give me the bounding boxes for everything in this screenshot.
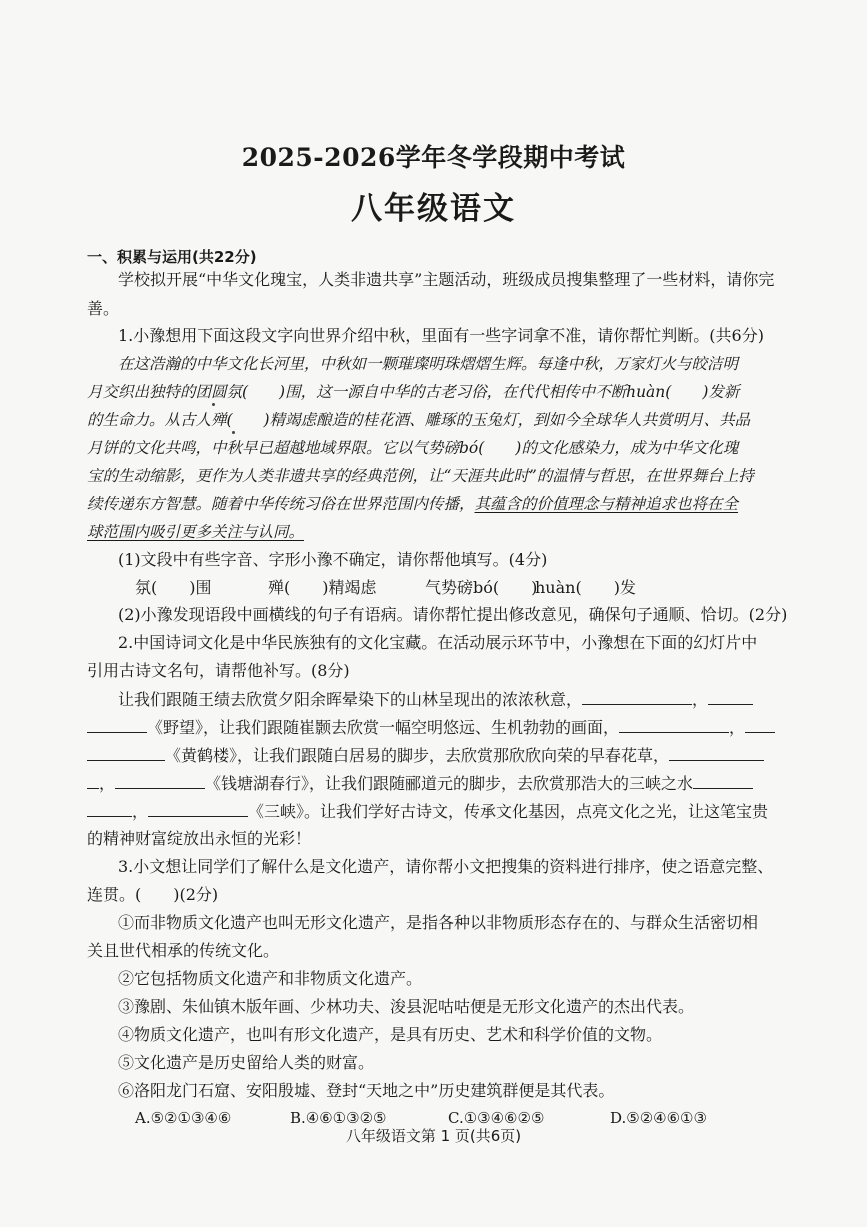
- q3-item-1-cont: 关且世代相承的传统文化。: [87, 941, 280, 960]
- fill-blank[interactable]: [708, 689, 753, 705]
- comma: ，: [99, 774, 116, 793]
- option-a[interactable]: A.⑤②①③④⑥: [135, 1109, 232, 1127]
- comma: ，: [132, 802, 149, 821]
- q3-item-3: ③豫剧、朱仙镇木版年画、少林功夫、浚县泥咕咕便是无形文化遗产的杰出代表。: [118, 997, 695, 1016]
- fill-blank[interactable]: [693, 773, 753, 789]
- slide-line-5: [87, 801, 768, 822]
- fill-blank[interactable]: [745, 717, 775, 733]
- intro-line-1: 学校拟开展“中华文化瑰宝，人类非遗共享”主题活动，班级成员搜集整理了一些材料，请你完: [118, 270, 775, 289]
- answer-blank-4[interactable]: huàn( )发: [535, 578, 636, 597]
- emphasis-dot: [212, 403, 215, 406]
- fill-blank[interactable]: [87, 773, 99, 789]
- slide-text: 《三峡》。让我们学好古诗文，传承文化基因，点亮文化之光，让这笔宝贵: [248, 802, 769, 821]
- fill-blank[interactable]: [582, 689, 692, 705]
- slide-text: 《钱塘湖春行》，让我们跟随郦道元的脚步，去欣赏那浩大的三峡之水: [205, 774, 694, 793]
- comma: ，: [692, 690, 709, 709]
- answer-blank-3[interactable]: 气势磅bó( ): [425, 578, 538, 597]
- passage-line-6-plain: 续传递东方智慧。随着中华传统习俗在世界范围内传播，: [87, 495, 475, 513]
- fill-blank[interactable]: [115, 773, 205, 789]
- subject-title: 八年级语文: [351, 191, 516, 227]
- option-b[interactable]: B.④⑥①③②⑤: [290, 1109, 387, 1127]
- underlined-sentence-part-1: 其蕴含的价值理念与精神追求也将在全: [474, 495, 739, 513]
- fill-blank[interactable]: [87, 801, 132, 817]
- emphasis-dot: [232, 431, 235, 434]
- exam-title: 2025-2026学年冬学段期中考试: [241, 143, 626, 172]
- fill-blank[interactable]: [87, 745, 165, 761]
- passage-line-3: 的生命力。从古人殚( )精竭虑酿造的桂花酒、雕琢的玉兔灯，到如今全球华人共赏明月、共品: [87, 411, 751, 429]
- passage-line-5: 宝的生动缩影，更作为人类非遗共享的经典范例，让“天涯共此时”的温情与哲思，在世界舞台上持: [87, 467, 754, 485]
- passage-line-4: 月饼的文化共鸣，中秋早已超越地域界限。它以气势磅bó( )的文化感染力，成为中华文化瑰: [87, 439, 739, 457]
- q1-sub2: (2)小豫发现语段中画横线的句子有语病。请你帮忙提出修改意见，确保句子通顺、恰切。(2分): [118, 605, 788, 624]
- q1-prompt: 1.小豫想用下面这段文字向世界介绍中秋，里面有一些字词拿不准，请你帮忙判断。(共6分): [118, 326, 764, 345]
- q3-item-1: ①而非物质文化遗产也叫无形文化遗产，是指各种以非物质形态存在的、与群众生活密切相: [118, 913, 759, 932]
- slide-line-1: [118, 689, 753, 710]
- q2-prompt-line-1: 2.中国诗词文化是中华民族独有的文化宝藏。在活动展示环节中，小豫想在下面的幻灯片中: [118, 633, 758, 652]
- slide-text: 《野望》，让我们跟随崔颢去欣赏一幅空明悠远、生机勃勃的画面，: [147, 718, 620, 737]
- slide-text: 让我们跟随王绩去欣赏夕阳余晖晕染下的山林呈现出的浓浓秋意，: [118, 690, 583, 709]
- option-d[interactable]: D.⑤②④⑥①③: [610, 1109, 707, 1127]
- slide-line-6: 的精神财富绽放出永恒的光彩！: [87, 829, 312, 848]
- slide-text: 《黄鹤楼》，让我们跟随白居易的脚步，去欣赏那欣欣向荣的早春花草，: [165, 746, 670, 765]
- comma: ，: [729, 718, 746, 737]
- answer-blank-2[interactable]: 殚( )精竭虑: [268, 578, 377, 597]
- slide-line-2: [87, 717, 775, 738]
- q3-item-4: ④物质文化遗产，也叫有形文化遗产，是具有历史、艺术和科学价值的文物。: [118, 1025, 663, 1044]
- slide-line-3: [87, 745, 764, 766]
- q3-item-5: ⑤文化遗产是历史留给人类的财富。: [118, 1053, 375, 1072]
- passage-line-2: 月交织出独特的团圆氛( )围，这一源自中华的古老习俗，在代代相传中不断huàn( )发新: [87, 383, 740, 401]
- q3-item-6: ⑥洛阳龙门石窟、安阳殷墟、登封“天地之中”历史建筑群便是其代表。: [118, 1081, 615, 1100]
- fill-blank[interactable]: [619, 717, 729, 733]
- q1-sub1: (1)文段中有些字音、字形小豫不确定，请你帮他填写。(4分): [118, 550, 548, 569]
- underlined-sentence-part-2: 球范围内吸引更多关注与认同。: [87, 523, 305, 541]
- section-heading: 一、积累与运用(共22分): [87, 248, 257, 266]
- fill-blank[interactable]: [669, 745, 764, 761]
- fill-blank[interactable]: [148, 801, 248, 817]
- slide-line-4: [87, 773, 753, 794]
- q2-prompt-line-2: 引用古诗文名句，请帮他补写。(8分): [87, 661, 350, 680]
- passage-line-6: [87, 494, 738, 514]
- passage-line-1: 在这浩瀚的中华文化长河里，中秋如一颗璀璨明珠熠熠生辉。每逢中秋，万家灯火与皎洁明: [118, 355, 739, 373]
- option-c[interactable]: C.①③④⑥②⑤: [448, 1109, 545, 1127]
- q3-prompt-line-2: 连贯。( )(2分): [87, 885, 219, 904]
- page-footer: 八年级语文第 1 页(共6页): [345, 1127, 522, 1145]
- q3-item-2: ②它包括物质文化遗产和非物质文化遗产。: [118, 969, 423, 988]
- fill-blank[interactable]: [87, 717, 147, 733]
- intro-line-2: 善。: [87, 299, 120, 318]
- answer-blank-1[interactable]: 氛( )围: [135, 578, 212, 597]
- q3-prompt-line-1: 3.小文想让同学们了解什么是文化遗产，请你帮小文把搜集的资料进行排序，使之语意完整、: [118, 857, 774, 876]
